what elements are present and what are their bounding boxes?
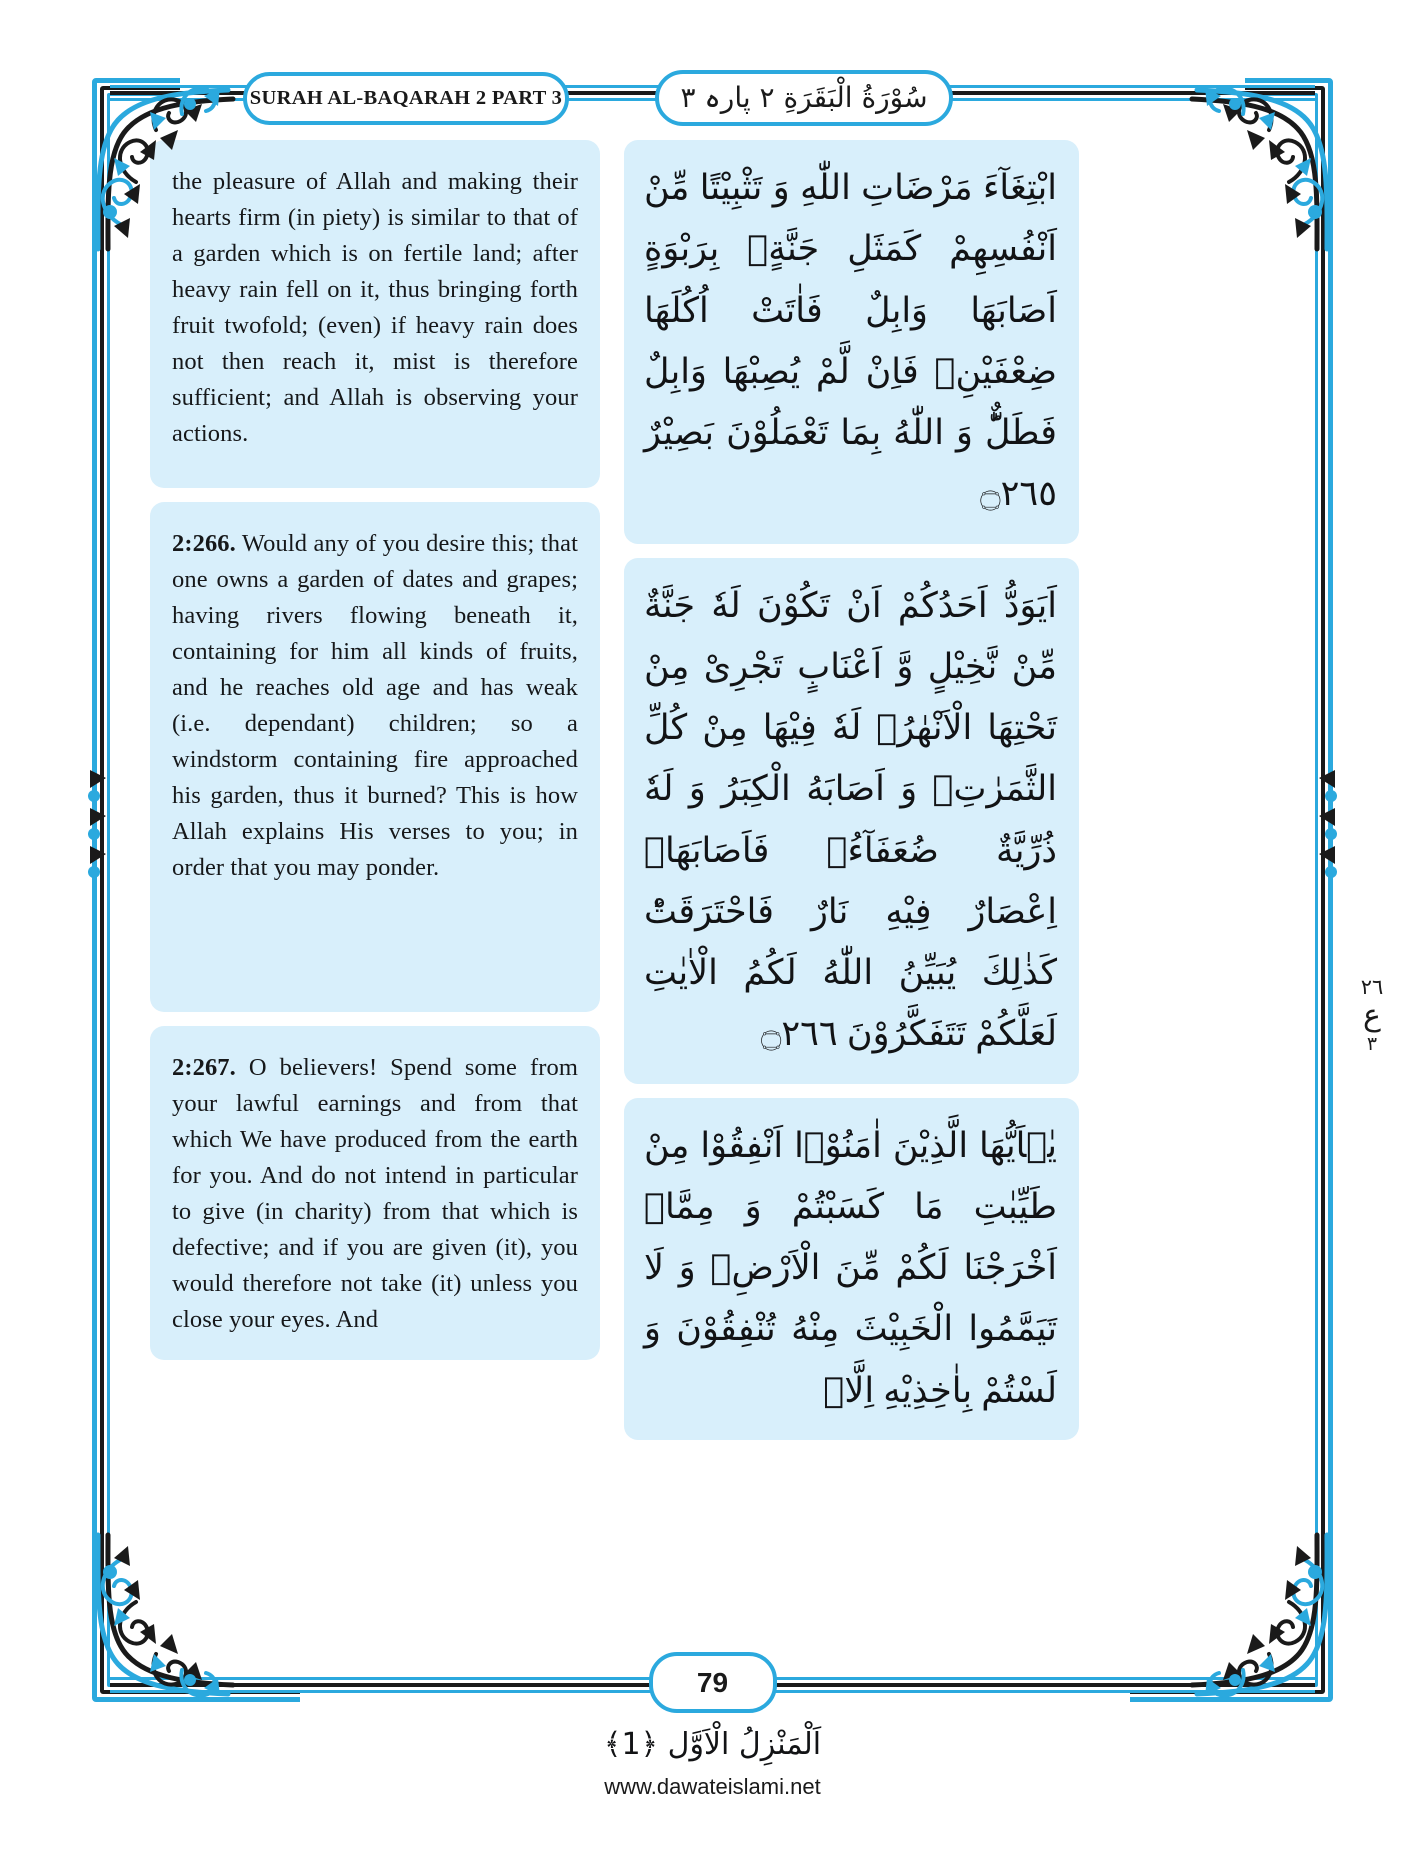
arabic-text-column <box>624 140 1079 1454</box>
ruku-number: ٢٦ <box>1360 975 1384 999</box>
verse-columns <box>150 140 1275 1454</box>
verse-text-english: the pleasure of Allah and making their hearts firm (in piety) is similar to that of a garden which is on fertile land; after heavy rain fell on it, thus bringing forth fruit twofold; (even) if heavy rain does not then reach it, mist is therefore sufficient; and Allah is observing your actions. <box>172 168 578 447</box>
verse-text-english: O believers! Spend some from your lawful earnings and from that which We have produced from the earth for you. And do not intend in particular to give (in charity) from that which is defective; and if you are given (it), you would therefore not take (it) unless you close your eyes. And <box>172 1054 578 1333</box>
verse-block-arabic <box>624 1098 1079 1440</box>
verse-block <box>150 1026 600 1360</box>
verse-block-arabic <box>624 558 1079 1084</box>
side-ornament-icon <box>80 760 122 880</box>
ruku-part-number: ٣ <box>1366 1032 1378 1055</box>
verse-block-arabic <box>624 140 1079 544</box>
verse-number: 2:266. <box>172 530 236 557</box>
page-number-badge <box>649 1652 777 1713</box>
ruku-marker <box>1337 975 1407 1055</box>
website-url[interactable]: www.dawateislami.net <box>604 1774 821 1799</box>
verse-block <box>150 140 600 488</box>
surah-title-badge-arabic <box>655 70 953 126</box>
verse-block <box>150 502 600 1012</box>
side-ornament-icon <box>1303 760 1345 880</box>
surah-title-badge <box>243 72 569 125</box>
ruku-symbol-icon: ع <box>1363 998 1381 1034</box>
manzil-note-arabic: اَلْمَنْزِلُ الْاَوَّل ﴿1﴾ <box>603 1727 822 1762</box>
english-translation-column <box>150 140 600 1454</box>
verse-text-arabic: ابْتِغَآءَ مَرْضَاتِ اللّٰهِ وَ تَثْبِیْتًا مِّنْ اَنْفُسِهِمْ كَمَثَلِ جَنَّةٍۭ بِرَبْوَةٍ اَصَابَهَا وَابِلٌ فَاٰتَتْ اُكُلَهَا ضِعْفَیْنِۚ فَاِنْ لَّمْ یُصِبْهَا وَابِلٌ فَطَلٌّؕ وَ اللّٰهُ بِمَا تَعْمَلُوْنَ بَصِیْرٌ ۝٢٦٥ <box>644 168 1057 515</box>
surah-title-arabic: سُوْرَةُ الْبَقَرَةِ ٢ پارہ ٣ <box>680 81 928 114</box>
verse-number: 2:267. <box>172 1054 236 1081</box>
verse-text-arabic: اَیَوَدُّ اَحَدُكُمْ اَنْ تَكُوْنَ لَهٗ جَنَّةٌ مِّنْ نَّخِیْلٍ وَّ اَعْنَابٍ تَجْرِیْ مِنْ تَحْتِهَا الْاَنْهٰرُۙ لَهٗ فِیْهَا مِنْ كُلِّ الثَّمَرٰتِۙ وَ اَصَابَهُ الْكِبَرُ وَ لَهٗ ذُرِّیَّةٌ ضُعَفَآءُۖ فَاَصَابَهَاۤ اِعْصَارٌ فِیْهِ نَارٌ فَاحْتَرَقَتْؕ كَذٰلِكَ یُبَیِّنُ اللّٰهُ لَكُمُ الْاٰیٰتِ لَعَلَّكُمْ تَتَفَكَّرُوْنَ ۝٢٦٦ <box>644 585 1057 1055</box>
surah-title-english: SURAH AL-BAQARAH 2 PART 3 <box>249 87 563 109</box>
page-number: 79 <box>696 1666 729 1698</box>
verse-text-english: Would any of you desire this; that one owns a garden of dates and grapes; having rivers flowing beneath it, containing for him all kinds of fruits, and he reaches old age and has weak (i.e. dependant) children; so a windstorm containing fire approached his garden, thus it burned? This is how Allah explains His verses to you; in order that you may ponder. <box>172 530 578 881</box>
verse-text-arabic: یٰۤاَیُّهَا الَّذِیْنَ اٰمَنُوْۤا اَنْفِقُوْا مِنْ طَیِّبٰتِ مَا كَسَبْتُمْ وَ مِمَّاۤ اَخْرَجْنَا لَكُمْ مِّنَ الْاَرْضِ۪ وَ لَا تَیَمَّمُوا الْخَبِیْثَ مِنْهُ تُنْفِقُوْنَ وَ لَسْتُمْ بِاٰخِذِیْهِ اِلَّاۤ <box>644 1125 1057 1411</box>
